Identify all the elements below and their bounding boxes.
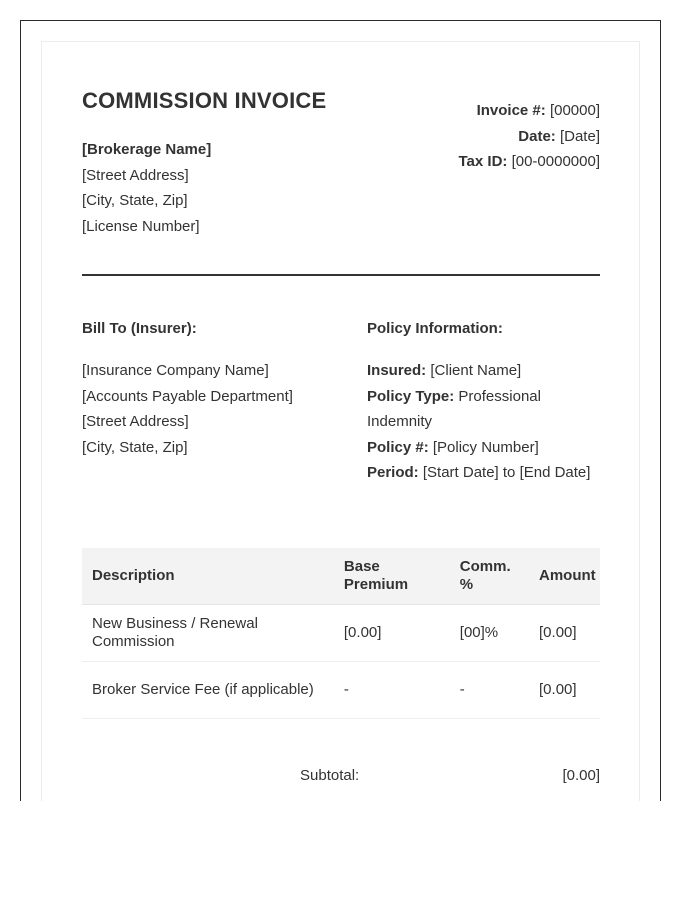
invoice-number-label: Invoice #:: [476, 102, 546, 119]
invoice-meta: [459, 98, 601, 175]
policy-number-label: Policy #:: [367, 438, 429, 456]
row-base-premium: -: [334, 662, 450, 719]
tax-id-value: [00-0000000]: [511, 153, 600, 170]
row-comm-percent: -: [450, 662, 529, 719]
policy-type-line: [367, 384, 592, 435]
row-description: Broker Service Fee (if applicable): [82, 662, 334, 719]
line-items-table: [82, 548, 600, 719]
brokerage-license: [License Number]: [82, 217, 200, 235]
invoice-number-value: [00000]: [549, 102, 600, 119]
insured-value: [Client Name]: [430, 362, 522, 379]
insurer-department: [Accounts Payable Department]: [82, 387, 293, 405]
policy-period-value: [Start Date] to [End Date]: [422, 464, 591, 481]
policy-period-label: Period:: [367, 464, 419, 481]
subtotal-label: Subtotal:: [300, 767, 360, 784]
invoice-date-line: [459, 124, 601, 150]
policy-period-line: [367, 460, 592, 486]
tax-id-line: [459, 149, 601, 175]
brokerage-street: [Street Address]: [82, 166, 189, 184]
bill-to-heading: Bill To (Insurer):: [82, 320, 197, 337]
policy-info-heading: Policy Information:: [367, 320, 503, 337]
table-header-row: [82, 548, 600, 605]
table-row: [82, 662, 600, 719]
subtotal-value: [0.00]: [562, 767, 600, 784]
bill-to-block: [82, 358, 293, 460]
policy-type-value: Professional Indemnity: [367, 387, 541, 430]
invoice-date-label: Date:: [518, 127, 556, 145]
col-header-base-premium: Base Premium: [334, 548, 450, 605]
row-amount: [0.00]: [529, 662, 600, 719]
policy-number-value: [Policy Number]: [432, 438, 539, 456]
invoice-date-value: [Date]: [559, 127, 600, 145]
brokerage-name: [Brokerage Name]: [82, 141, 212, 158]
insured-line: [367, 358, 592, 384]
row-comm-percent: [00]%: [450, 605, 529, 662]
insured-label: Insured:: [367, 362, 427, 379]
tax-id-label: Tax ID:: [458, 153, 508, 170]
invoice-title: COMMISSION INVOICE: [82, 88, 327, 113]
insurer-company: [Insurance Company Name]: [82, 362, 269, 379]
invoice-number-line: [459, 98, 601, 124]
insurer-street: [Street Address]: [82, 413, 189, 430]
col-header-description: Description: [82, 548, 334, 605]
row-amount: [0.00]: [529, 605, 600, 662]
policy-type-label: Policy Type:: [367, 387, 455, 405]
header-divider: [82, 274, 600, 276]
brokerage-block: [82, 137, 211, 239]
row-description: New Business / Renewal Commission: [82, 605, 334, 662]
col-header-amount: Amount: [529, 548, 600, 605]
col-header-comm-percent: Comm. %: [450, 548, 529, 605]
policy-info-block: [367, 358, 592, 486]
row-base-premium: [0.00]: [334, 605, 450, 662]
brokerage-city: [City, State, Zip]: [82, 192, 188, 209]
table-row: [82, 605, 600, 662]
policy-number-line: [367, 435, 592, 461]
insurer-city: [City, State, Zip]: [82, 438, 188, 456]
